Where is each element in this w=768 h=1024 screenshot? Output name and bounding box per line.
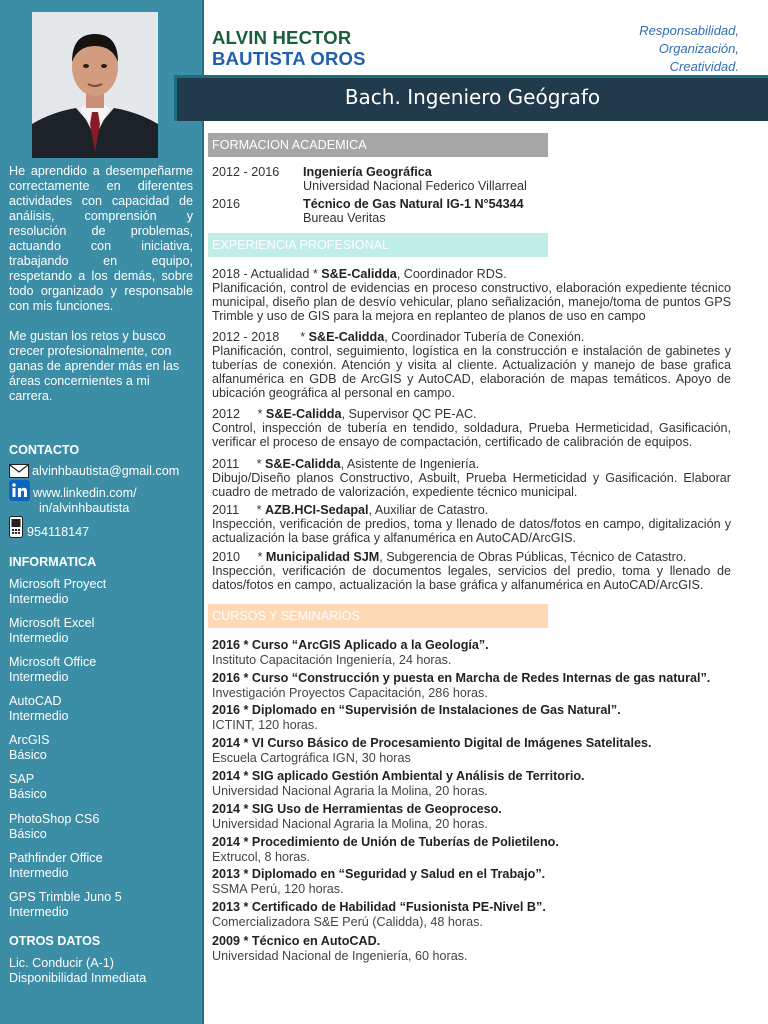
education-item (212, 165, 732, 193)
experience-item (212, 457, 731, 499)
course-detail: Universidad Nacional Agraria la Molina, 20 horas. (212, 817, 488, 831)
experience-company: AZB.HCI-Sedapal (264, 503, 369, 517)
linkedin-link-line1[interactable]: www.linkedin.com/ (33, 486, 137, 500)
course-title: 2014 * SIG aplicado Gestión Ambiental y Análisis de Territorio. (212, 769, 585, 783)
course-detail: Investigación Proyectos Capacitación, 286 horas. (212, 686, 488, 700)
linkedin-contact[interactable] (9, 480, 137, 516)
course-title: 2014 * Procedimiento de Unión de Tuberías de Polietileno. (212, 835, 559, 849)
experience-role: , Subgerencia de Obras Públicas, Técnico de Catastro. (379, 550, 687, 564)
experience-role: , Supervisor QC PE-AC. (341, 407, 477, 421)
course-detail: Escuela Cartográfica IGN, 30 horas (212, 751, 411, 765)
otros-datos-list (9, 956, 146, 986)
experience-period: 2010 * (212, 550, 266, 564)
education-list (212, 165, 732, 225)
experience-company: S&E-Calidda (321, 267, 397, 281)
experience-company: Municipalidad SJM (265, 550, 380, 564)
contact-heading: CONTACTO (9, 443, 80, 457)
skill-item (9, 812, 99, 842)
experience-item (212, 330, 731, 400)
sidebar (0, 0, 204, 1024)
skill-level: Intermedio (9, 631, 69, 645)
course-item (212, 934, 742, 964)
motto-line: Responsabilidad, (639, 23, 739, 38)
experience-company: S&E-Calidda (308, 330, 385, 344)
skill-level: Básico (9, 787, 47, 801)
profile-photo (32, 12, 158, 158)
experience-description: Planificación, control de evidencias en proceso constructivo, elaboración expediente técnico municipal, diseño plan de desvío vehicular, plano señalización, manejo/toma de puntos GPS Trimble y uso de GIS para la mejora en replanteo de planos de uso en campo (212, 281, 731, 323)
education-years: 2016 (212, 197, 241, 211)
skill-level: Intermedio (9, 905, 69, 919)
experience-period: 2011 * (212, 503, 265, 517)
experience-description: Dibujo/Diseño planos Constructivo, Asbuilt, Prueba Hermeticidad y Gasificación. Elaborar cuadro de metrado de valorización, expediente técnico municipal. (212, 471, 731, 499)
course-detail: SSMA Perú, 120 horas. (212, 882, 344, 896)
skill-name: Microsoft Office (9, 655, 97, 669)
education-place: Bureau Veritas (303, 211, 386, 225)
cursos-bar: CURSOS Y SEMINARIOS (208, 604, 548, 628)
course-title: 2013 * Diplomado en “Seguridad y Salud en el Trabajo”. (212, 867, 546, 881)
education-item (212, 197, 732, 225)
experience-period: 2012 - 2018 * (212, 330, 309, 344)
course-title: 2016 * Diplomado en “Supervisión de Instalaciones de Gas Natural”. (212, 703, 621, 717)
course-title: 2014 * VI Curso Básico de Procesamiento Digital de Imágenes Satelitales. (212, 736, 652, 750)
sidebar-edge (202, 0, 204, 1024)
education-years: 2012 - 2016 (212, 165, 280, 179)
skill-item (9, 655, 96, 685)
skill-name: GPS Trimble Juno 5 (9, 890, 122, 904)
course-item (212, 835, 742, 865)
name-last: BAUTISTA OROS (212, 48, 366, 69)
course-detail: Universidad Nacional de Ingeniería, 60 horas. (212, 949, 468, 963)
otros-item: Disponibilidad Inmediata (9, 971, 147, 985)
experience-description: Planificación, control, seguimiento, logística en la construcción e instalación de gabinetes y tuberías de conexión. Atención y visita al cliente. Actualización y manejo de base grafica alfanumérica en GDB de ArcGIS y AutoCAD, elaboración de mapas temáticos. Apoyo de ubicación geográfica al personal en campo. (212, 344, 731, 400)
skill-level: Básico (9, 827, 47, 841)
formacion-bar: FORMACION ACADEMICA (208, 133, 548, 157)
course-detail: Instituto Capacitación Ingeniería, 24 horas. (212, 653, 452, 667)
experience-company: S&E-Calidda (265, 407, 342, 421)
skill-level: Intermedio (9, 670, 69, 684)
course-item (212, 802, 742, 832)
course-detail: Universidad Nacional Agraria la Molina, 20 horas. (212, 784, 488, 798)
experience-role: , Asistente de Ingeniería. (340, 457, 480, 471)
experience-description: Inspección, verificación de documentos legales, servicios del predio, toma y llenado de datos/fotos en campo, actualización la base gráfica y alfanumérica en AutoCAD/ArcGIS. (212, 564, 731, 592)
phone-contact (9, 516, 89, 542)
course-item (212, 900, 742, 930)
education-place: Universidad Nacional Federico Villarreal (303, 179, 527, 193)
skill-item (9, 772, 47, 802)
experience-company: S&E-Calidda (264, 457, 341, 471)
about-text (9, 164, 193, 404)
course-item (212, 703, 742, 733)
experience-description: Control, inspección de tubería en tendido, soldadura, Prueba Hermeticidad, Gasificación, verificar el proceso de ensayo de compactación, certificado de calibración de equipos. (212, 421, 731, 449)
course-item (212, 638, 742, 668)
experience-period: 2012 * (212, 407, 266, 421)
experience-role: , Auxiliar de Catastro. (368, 503, 489, 517)
experience-period: 2018 - Actualidad * (212, 267, 322, 281)
skill-name: Microsoft Proyect (9, 577, 107, 591)
skill-item (9, 851, 103, 881)
experience-item (212, 550, 731, 592)
course-title: 2016 * Curso “Construcción y puesta en Marcha de Redes Internas de gas natural”. (212, 671, 711, 685)
otros-datos-heading: OTROS DATOS (9, 934, 101, 948)
skill-level: Intermedio (9, 709, 69, 723)
about-paragraph-1: He aprendido a desempeñarme correctamente en diferentes actividades con capacidad de análisis, comprensión y resolución de problemas, actuando con iniciativa, trabajando en equipo, respetando a los demás, sobre todo organizado y responsable con mis funciones. (9, 164, 193, 313)
informatica-heading: INFORMATICA (9, 555, 97, 569)
skill-level: Intermedio (9, 866, 69, 880)
skill-name: SAP (9, 772, 35, 786)
skill-name: AutoCAD (9, 694, 62, 708)
skill-item (9, 890, 122, 920)
job-title: Bach. Ingeniero Geógrafo (344, 85, 601, 109)
linkedin-link-line2[interactable]: in/alvinhbautista (39, 501, 130, 515)
skill-level: Básico (9, 748, 47, 762)
phone-number: 954118147 (27, 525, 90, 539)
course-item (212, 769, 742, 799)
skill-name: PhotoShop CS6 (9, 812, 100, 826)
skill-name: ArcGIS (9, 733, 50, 747)
skill-item (9, 577, 106, 607)
experience-period: 2011 * (212, 457, 265, 471)
experience-role: , Coordinador RDS. (396, 267, 507, 281)
course-title: 2009 * Técnico en AutoCAD. (212, 934, 381, 948)
education-title: Ingeniería Geográfica (303, 165, 432, 179)
experience-item (212, 503, 731, 545)
course-item (212, 867, 742, 897)
experience-role: , Coordinador Tubería de Conexión. (384, 330, 585, 344)
course-item (212, 736, 742, 766)
skill-name: Pathfinder Office (9, 851, 103, 865)
title-banner (174, 75, 768, 121)
otros-item: Lic. Conducir (A-1) (9, 956, 114, 970)
experience-item (212, 267, 731, 323)
course-title: 2014 * SIG Uso de Herramientas de Geoproceso. (212, 802, 502, 816)
experience-item (212, 407, 731, 449)
course-detail: ICTINT, 120 horas. (212, 718, 318, 732)
email-link[interactable]: alvinhbautista@gmail.com (32, 464, 180, 478)
skill-name: Microsoft Excel (9, 616, 95, 630)
course-title: 2016 * Curso “ArcGIS Aplicado a la Geología”. (212, 638, 489, 652)
about-paragraph-2: Me gustan los retos y busco crecer profesionalmente, con ganas de aprender más en las áreas concernientes a mi carrera. (9, 329, 180, 403)
course-title: 2013 * Certificado de Habilidad “Fusionista PE-Nivel B”. (212, 900, 546, 914)
linkedin-icon (9, 480, 30, 505)
skill-item (9, 616, 94, 646)
person-photo-icon (32, 12, 158, 158)
motto-line: Creatividad. (669, 59, 739, 74)
experience-description: Inspección, verificación de predios, toma y llenado de datos/fotos en campo, digitalización y actualización la base gráfica y alfanumérica en AutoCAD/ArcGIS. (212, 517, 731, 545)
course-detail: Extrucol, 8 horas. (212, 850, 310, 864)
course-item (212, 671, 742, 701)
skill-level: Intermedio (9, 592, 69, 606)
course-detail: Comercializadora S&E Perú (Calidda), 48 horas. (212, 915, 483, 929)
education-title: Técnico de Gas Natural IG-1 N°54344 (303, 197, 524, 211)
motto (639, 22, 739, 76)
experiencia-bar: EXPERIENCIA PROFESIONAL (208, 233, 548, 257)
skill-item (9, 733, 50, 763)
name-first: ALVIN HECTOR (212, 27, 352, 48)
motto-line: Organización, (658, 41, 739, 56)
skill-item (9, 694, 69, 724)
mobile-phone-icon (9, 516, 23, 542)
